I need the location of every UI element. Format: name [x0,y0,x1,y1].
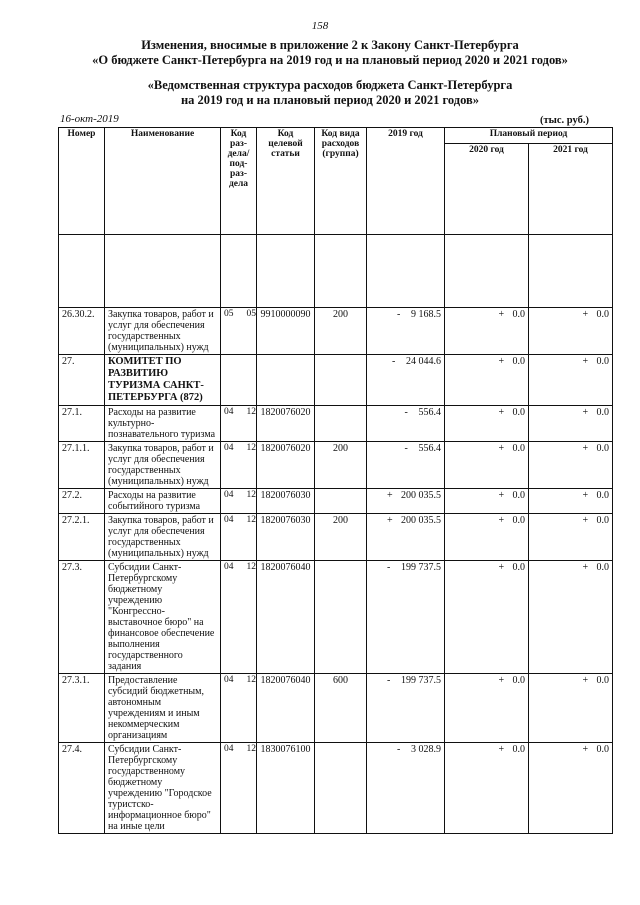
row-2021 [529,489,613,514]
row-2021 [529,561,613,674]
row-2019-value: 199 737.5 [401,675,441,686]
row-vid [315,355,367,406]
row-2021-value: 0.0 [596,356,609,367]
row-target: 1820076020 [257,406,315,442]
row-2021 [529,442,613,489]
row-2020 [445,489,529,514]
header-target: Код целевой статьи [257,128,315,235]
row-name: Расходы на развитие культурно-познавательного туризма [105,406,221,442]
row-vid [315,561,367,674]
row-rz: 04 [224,675,234,685]
table-row [59,489,613,514]
row-2020 [445,442,529,489]
row-2020-value: 0.0 [512,675,525,686]
row-number: 27.3.1. [59,674,105,743]
row-2020-value: 0.0 [512,515,525,526]
title-line-2: «О бюджете Санкт-Петербурга на 2019 год и на плановый период 2020 и 2021 годов» [92,53,568,67]
row-2020-sign: + [498,356,505,367]
row-2020 [445,308,529,355]
row-2019 [367,561,445,674]
row-2019-sign: - [387,562,391,573]
row-target: 1820076030 [257,489,315,514]
row-vid [315,743,367,834]
row-2021-sign: + [582,309,589,320]
row-target: 9910000090 [257,308,315,355]
row-razdel [221,442,257,489]
row-number: 27.2. [59,489,105,514]
row-razdel [221,743,257,834]
row-vid [315,406,367,442]
row-2020 [445,406,529,442]
row-number: 27.3. [59,561,105,674]
row-2019-value: 556.4 [418,443,441,454]
row-2020-value: 0.0 [512,744,525,755]
row-target: 1820076040 [257,561,315,674]
row-2021-value: 0.0 [596,515,609,526]
row-target [257,355,315,406]
row-2019 [367,308,445,355]
row-2020-value: 0.0 [512,562,525,573]
row-2021-value: 0.0 [596,490,609,501]
row-2019-sign: - [404,443,408,454]
row-name: Предоставление субсидий бюджетным, автономным учреждениям и иным некоммерческим организациям [105,674,221,743]
row-prz: 12 [246,515,256,525]
row-target: 1820076030 [257,514,315,561]
row-prz: 05 [246,309,256,319]
row-razdel [221,674,257,743]
table-row [59,355,613,406]
row-2019-sign: - [387,675,391,686]
row-2020 [445,743,529,834]
row-name: Закупка товаров, работ и услуг для обеспечения государственных (муниципальных) нужд [105,442,221,489]
row-2020-value: 0.0 [512,356,525,367]
row-2020-sign: + [498,407,505,418]
row-2021-value: 0.0 [596,675,609,686]
row-prz: 12 [246,407,256,417]
row-number: 27.2.1. [59,514,105,561]
row-number: 27.1.1. [59,442,105,489]
header-spacer-row [59,235,613,308]
header-planned: Плановый период [445,128,613,144]
row-vid: 600 [315,674,367,743]
row-2021 [529,743,613,834]
row-rz: 04 [224,562,234,572]
header-razdel: Код раз-дела/ под-раз-дела [221,128,257,235]
row-2020-value: 0.0 [512,443,525,454]
header-number: Номер [59,128,105,235]
page-number: 158 [311,20,329,32]
row-prz: 12 [246,490,256,500]
row-2021-value: 0.0 [596,562,609,573]
row-2020-sign: + [498,490,505,501]
row-vid: 200 [315,308,367,355]
row-razdel [221,514,257,561]
row-2019-value: 199 737.5 [401,562,441,573]
row-2020-sign: + [498,744,505,755]
row-2019-value: 3 028.9 [411,744,441,755]
header-2019: 2019 год [367,128,445,235]
row-2019-sign: - [397,744,401,755]
table-row [59,308,613,355]
row-name: Закупка товаров, работ и услуг для обеспечения государственных (муниципальных) нужд [105,308,221,355]
row-2019-sign: + [387,515,393,526]
row-vid: 200 [315,442,367,489]
units-label: (тыс. руб.) [540,115,589,126]
table-row [59,442,613,489]
row-2019-sign: - [392,356,396,367]
row-razdel [221,561,257,674]
table-row [59,561,613,674]
row-2020-value: 0.0 [512,407,525,418]
row-2021-value: 0.0 [596,309,609,320]
row-2019 [367,406,445,442]
row-2019 [367,743,445,834]
header-name: Наименование [105,128,221,235]
document-date: 16-окт-2019 [60,113,119,125]
row-2020-sign: + [498,675,505,686]
row-number: 27.1. [59,406,105,442]
row-rz: 04 [224,490,234,500]
row-2020-sign: + [498,443,505,454]
row-2021-sign: + [582,562,589,573]
row-2019 [367,674,445,743]
row-2019 [367,355,445,406]
row-2019-sign: - [397,309,401,320]
table-body [59,308,613,834]
row-2019-sign: + [387,490,393,501]
row-name: Закупка товаров, работ и услуг для обеспечения государственных (муниципальных) нужд [105,514,221,561]
row-name: Субсидии Санкт-Петербургскому государственному бюджетному учреждению "Городское туристско-информационное бюро" на иные цели [105,743,221,834]
row-2021-sign: + [582,407,589,418]
row-razdel [221,489,257,514]
row-2019 [367,489,445,514]
row-prz: 12 [246,443,256,453]
row-vid [315,489,367,514]
row-razdel [221,308,257,355]
row-2020-sign: + [498,515,505,526]
subtitle-line-2: на 2019 год и на плановый период 2020 и 2021 годов» [180,93,480,107]
header-2021: 2021 год [529,144,613,235]
table-row [59,674,613,743]
row-razdel [221,355,257,406]
row-target: 1820076040 [257,674,315,743]
row-number: 27.4. [59,743,105,834]
row-number: 27. [59,355,105,406]
row-2020 [445,674,529,743]
row-name: Расходы на развитие событийного туризма [105,489,221,514]
row-2020-sign: + [498,562,505,573]
row-2019 [367,442,445,489]
row-rz: 04 [224,443,234,453]
row-2021-sign: + [582,443,589,454]
row-2019 [367,514,445,561]
row-rz: 05 [224,309,234,319]
row-target: 1830076100 [257,743,315,834]
row-prz: 12 [246,744,256,754]
row-2021-sign: + [582,675,589,686]
document-subtitle [40,78,620,108]
row-2020 [445,514,529,561]
row-vid: 200 [315,514,367,561]
table-row [59,514,613,561]
document-title [40,38,620,68]
row-2021 [529,308,613,355]
header-vid: Код вида расходов (группа) [315,128,367,235]
row-2019-value: 9 168.5 [411,309,441,320]
subtitle-line-1: «Ведомственная структура расходов бюджета Санкт-Петербурга [147,78,513,92]
row-2020-sign: + [498,309,505,320]
row-2021-sign: + [582,490,589,501]
row-rz: 04 [224,744,234,754]
row-2020-value: 0.0 [512,490,525,501]
budget-table [58,127,613,834]
row-2021 [529,674,613,743]
table-row [59,406,613,442]
row-2019-value: 556.4 [418,407,441,418]
row-name: КОМИТЕТ ПО РАЗВИТИЮ ТУРИЗМА САНКТ-ПЕТЕРБУРГА (872) [105,355,221,406]
row-2021-sign: + [582,515,589,526]
row-razdel [221,406,257,442]
row-2021-value: 0.0 [596,744,609,755]
row-2020-value: 0.0 [512,309,525,320]
table-row [59,743,613,834]
row-number: 26.30.2. [59,308,105,355]
row-name: Субсидии Санкт-Петербургскому бюджетному учреждению "Конгрессно-выставочное бюро" на финансовое обеспечение выполнения государственного задания [105,561,221,674]
row-2019-value: 200 035.5 [401,515,441,526]
row-rz: 04 [224,515,234,525]
row-2021 [529,355,613,406]
row-prz: 12 [246,675,256,685]
row-2021 [529,406,613,442]
row-prz: 12 [246,562,256,572]
row-2021-sign: + [582,356,589,367]
row-2021-value: 0.0 [596,443,609,454]
row-2021-sign: + [582,744,589,755]
row-2021-value: 0.0 [596,407,609,418]
row-target: 1820076020 [257,442,315,489]
row-rz: 04 [224,407,234,417]
row-2019-value: 24 044.6 [406,356,441,367]
title-line-1: Изменения, вносимые в приложение 2 к Закону Санкт-Петербурга [141,38,519,52]
header-2020: 2020 год [445,144,529,235]
row-2021 [529,514,613,561]
row-2019-sign: - [404,407,408,418]
row-2020 [445,355,529,406]
row-2020 [445,561,529,674]
row-2019-value: 200 035.5 [401,490,441,501]
